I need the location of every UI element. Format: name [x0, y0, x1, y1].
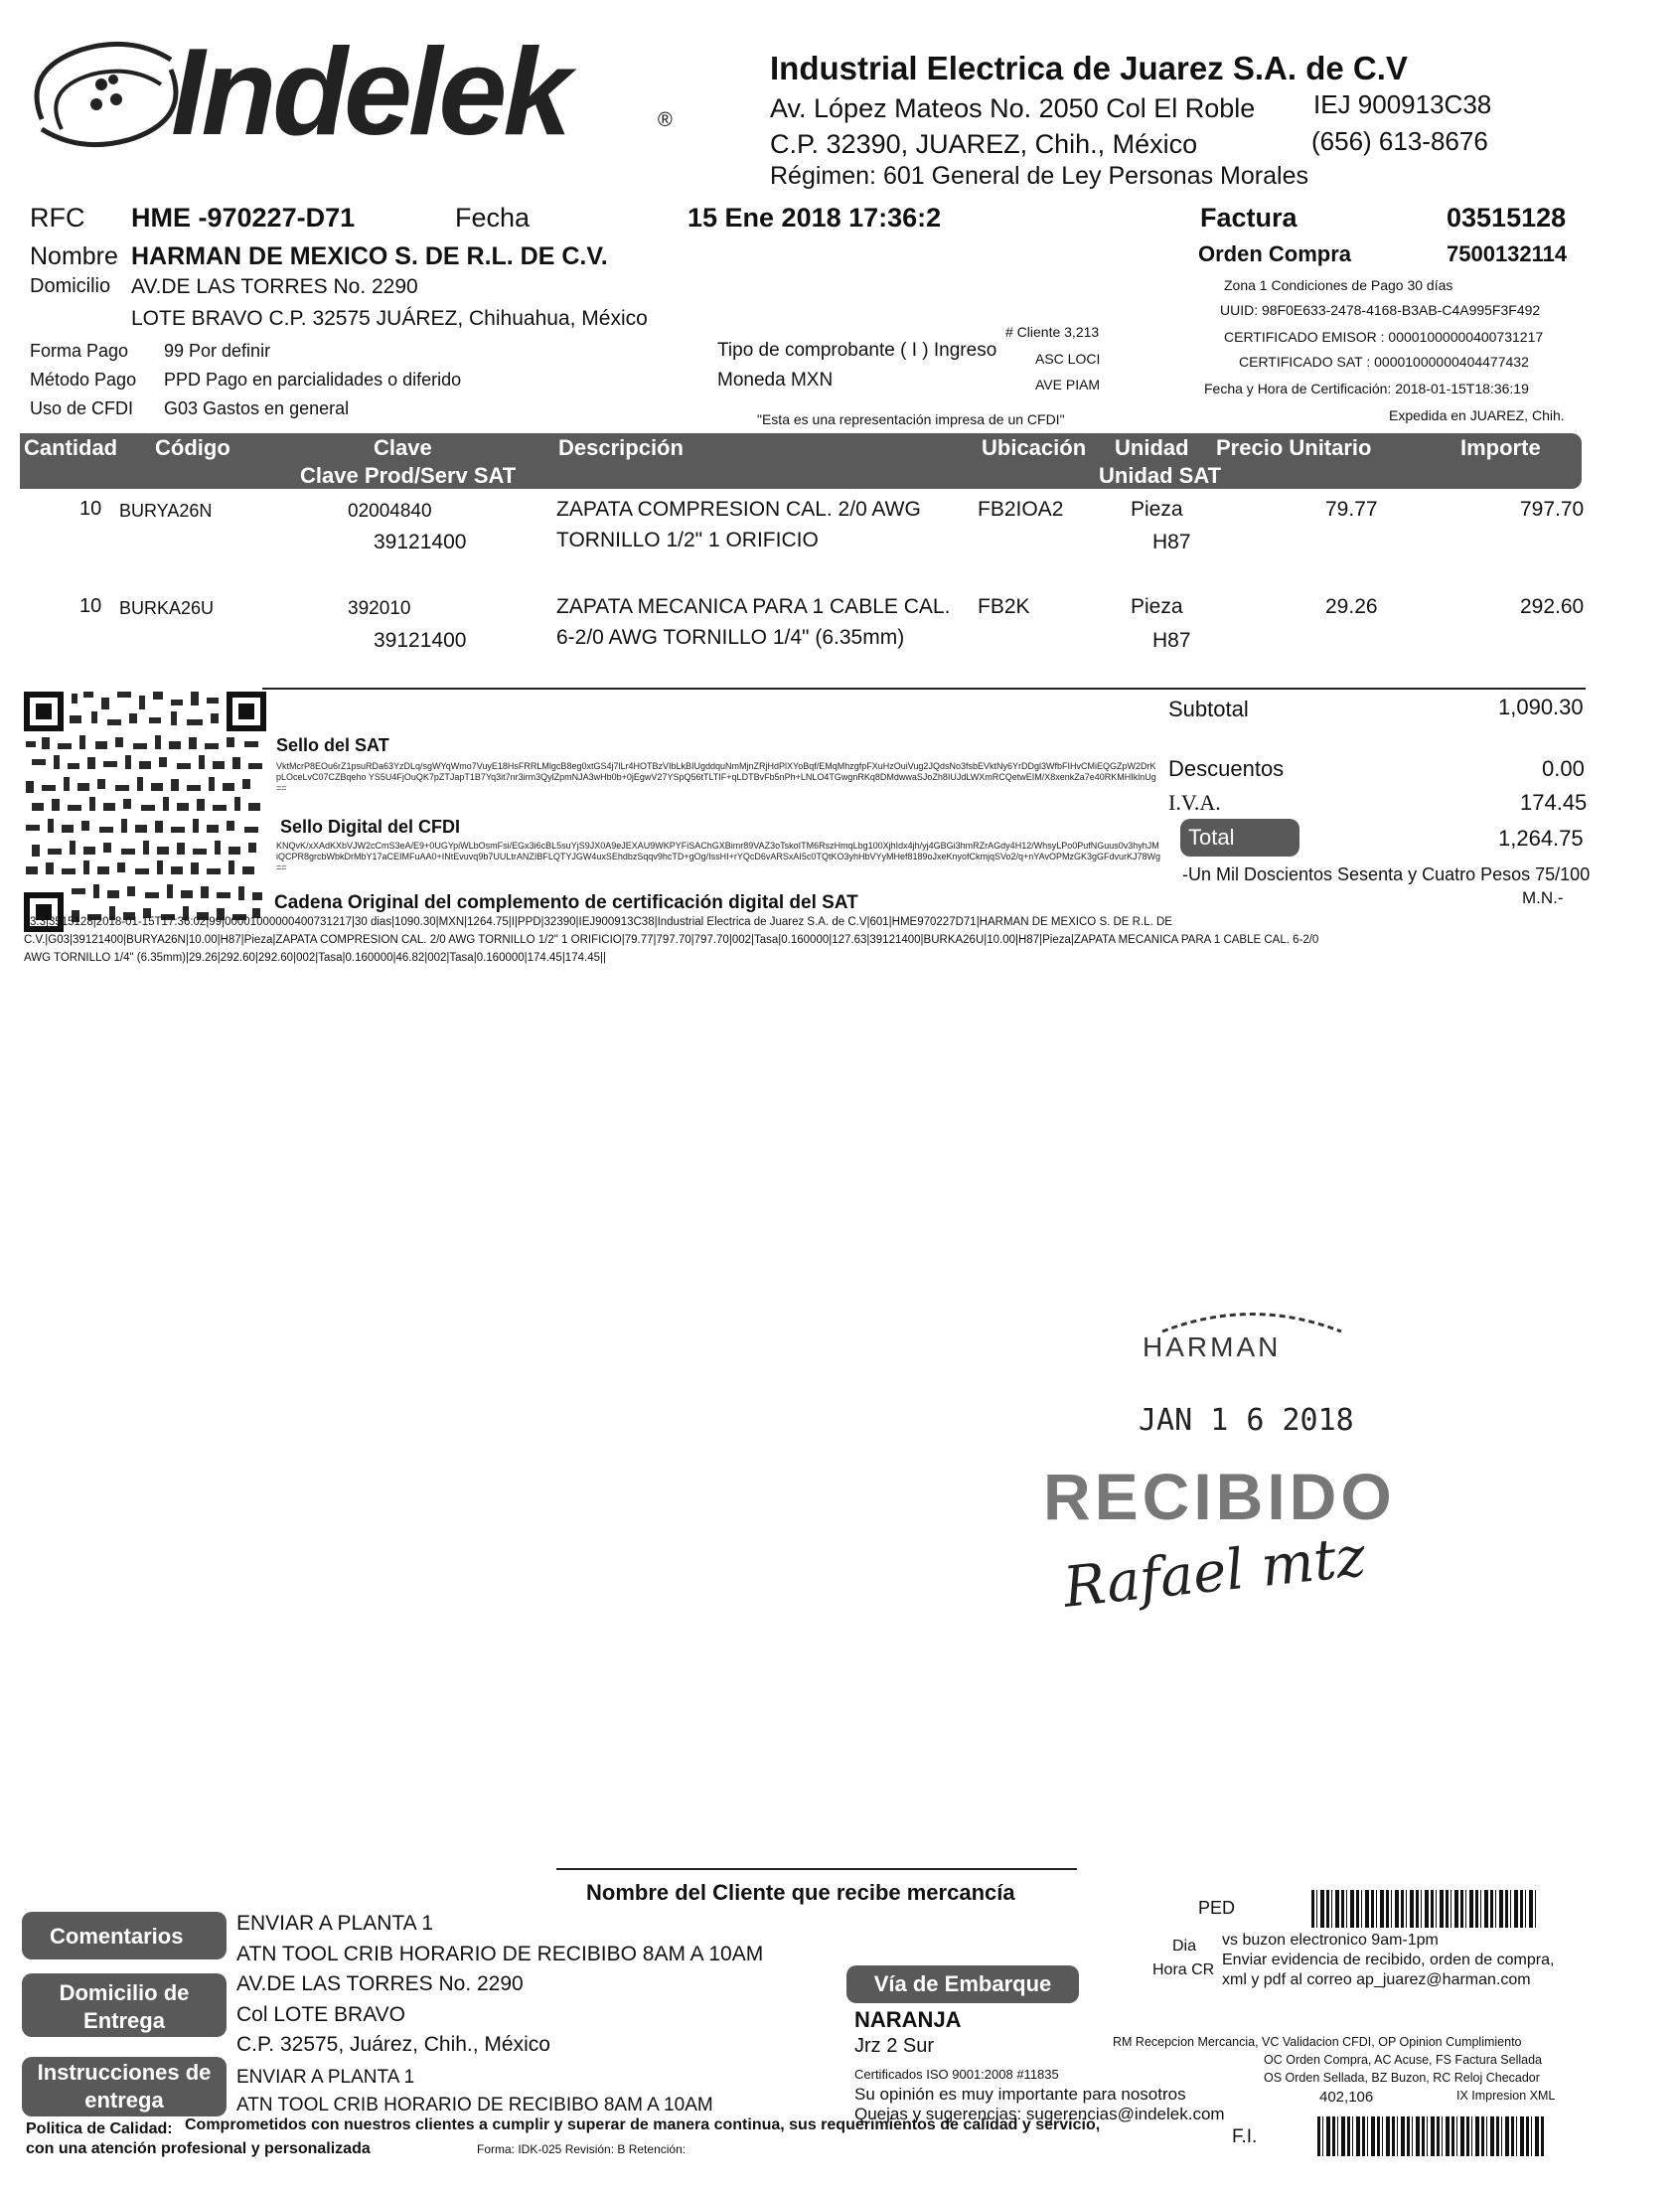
row-precio: 79.77	[1325, 498, 1378, 521]
stamp-status: RECIBIDO	[1043, 1460, 1396, 1533]
row-desc2: TORNILLO 1/2" 1 ORIFICIO	[556, 529, 819, 551]
evidencia-line2: xml y pdf al correo ap_juarez@harman.com	[1222, 1971, 1531, 1988]
row-clave: 392010	[348, 598, 411, 619]
row-unidad-sat: H87	[1152, 531, 1191, 553]
forma-pago-label: Forma Pago	[30, 341, 129, 361]
ref-number: 402,106	[1319, 2089, 1374, 2106]
recibido-stamp	[1033, 1292, 1411, 1630]
cadena-label: Cadena Original del complemento de certificación digital del SAT	[274, 892, 858, 913]
col-codigo: Código	[155, 435, 230, 460]
ave-piam: AVE PIAM	[1035, 377, 1101, 392]
signature-line	[556, 1868, 1077, 1870]
total-mn: M.N.-	[1522, 888, 1564, 907]
company-logo	[22, 24, 678, 179]
domicilio-label: Domicilio	[30, 275, 111, 297]
evidencia-line1: Enviar evidencia de recibido, orden de compra,	[1222, 1952, 1555, 1968]
sello-cfdi-text: KNQvK/xXAdKXbVJW2cCmS3eA/E9+0UGYpiWLbOsmFsi/EGx3i6cBL5suYjS9JX0A9eJEXAU9WKPYFiSAChGXBimr89VAZ3oTskoITM6RszHmqLbg100XjhIdx4jh/yj4GBGi3hmRZrAGdy4H12/WhsyLPo0PufNGuus0v3hyhJMiQCPR8grcbWbkDrMbY17aCEIMFuAA0+INtEvuvq9b7UULtrANZIBFLQTYJGW4uxSEhdbzSqqv9hcTD+gOg/IssHI+rYQcD6vARSxAI5c0TQtKO3yhHbVYyMHef8189oJxeKnyofCkmjqSVo2/q+nYAvOPMzGK3gGFdvurKJ78Wg==	[276, 841, 1160, 872]
row-clave: 02004840	[348, 501, 432, 522]
forma-pago-value: 99 Por definir	[164, 341, 271, 361]
row-clave-sat: 39121400	[374, 531, 467, 553]
col-unidad-sat: Unidad SAT	[1099, 463, 1222, 488]
barcode-top-icon	[1311, 1890, 1536, 1928]
dia-label: Dia	[1172, 1938, 1197, 1955]
cadena-line3: AWG TORNILLO 1/4" (6.35mm)|29.26|292.60|292.60|002|Tasa|0.160000|46.82|002|Tasa|0.160000|174.45|174.45||	[24, 952, 606, 964]
fi-label: F.I.	[1232, 2126, 1258, 2147]
descuentos-value: 0.00	[1542, 756, 1585, 781]
fecha-label: Fecha	[455, 203, 531, 233]
nombre-value: HARMAN DE MEXICO S. DE R.L. DE C.V.	[131, 242, 608, 270]
subtotal-label: Subtotal	[1168, 697, 1249, 721]
row-cantidad: 10	[79, 595, 102, 617]
comentarios-label: Comentarios	[50, 1924, 184, 1949]
total-label: Total	[1188, 825, 1235, 850]
buzon-text: vs buzon electronico 9am-1pm	[1222, 1932, 1439, 1949]
cliente-number: # Cliente 3,213	[1005, 324, 1100, 340]
total-value: 1,264.75	[1498, 826, 1584, 851]
stamp-date: JAN 1 6 2018	[1139, 1403, 1354, 1438]
orden-label: Orden Compra	[1198, 241, 1352, 266]
zona-condiciones: Zona 1 Condiciones de Pago 30 días	[1224, 277, 1453, 293]
iso-cert: Certificados ISO 9001:2008 #11835	[854, 2067, 1059, 2082]
domicilio-entrega-line3: C.P. 32575, Juárez, Chih., México	[236, 2033, 550, 2056]
instrucciones-pill	[22, 2057, 227, 2116]
domicilio-line2: LOTE BRAVO C.P. 32575 JUÁREZ, Chihuahua, México	[131, 307, 648, 330]
row-clave-sat: 39121400	[374, 629, 467, 652]
factura-label: Factura	[1200, 203, 1298, 233]
iva-label: I.V.A.	[1168, 790, 1221, 815]
rm-legend1: RM Recepcion Mercancia, VC Validacion CFDI, OP Opinion Cumplimiento	[1113, 2035, 1522, 2049]
asc-loci: ASC LOCI	[1035, 351, 1101, 367]
tipo-comprobante: Tipo de comprobante ( I ) Ingreso	[717, 340, 997, 361]
total-pill	[1180, 819, 1299, 857]
sello-sat-label: Sello del SAT	[276, 735, 389, 755]
politica-line2: con una atención profesional y personalizada	[26, 2140, 371, 2157]
col-ubicacion: Ubicación	[982, 435, 1087, 460]
row-ubicacion: FB2K	[978, 595, 1030, 618]
row-cantidad: 10	[79, 498, 102, 520]
rm-legend2: OC Orden Compra, AC Acuse, FS Factura Sellada	[1264, 2053, 1542, 2067]
politica-line1: Comprometidos con nuestros clientes a cumplir y superar de manera continua, sus requerimientos de calidad y servicio,	[185, 2116, 1101, 2133]
nombre-label: Nombre	[30, 242, 118, 270]
ix-impresion: IX Impresion XML	[1456, 2089, 1556, 2103]
forma-revision: Forma: IDK-025 Revisión: B Retención:	[477, 2142, 687, 2156]
row-unidad-sat: H87	[1152, 629, 1191, 652]
orden-value: 7500132114	[1447, 241, 1568, 266]
uso-cfdi-label: Uso de CFDI	[30, 398, 134, 418]
row-desc2: 6-2/0 AWG TORNILLO 1/4" (6.35mm)	[556, 626, 905, 649]
row-desc1: ZAPATA MECANICA PARA 1 CABLE CAL.	[556, 595, 951, 618]
row-ubicacion: FB2IOA2	[978, 498, 1064, 521]
representacion-impresa: "Esta es una representación impresa de un CFDI"	[757, 411, 1065, 427]
rm-legend3: OS Orden Sellada, BZ Buzon, RC Reloj Checador	[1264, 2071, 1540, 2085]
moneda: Moneda MXN	[717, 370, 834, 391]
quejas-text: Quejas y sugerencias: sugerencias@indelek.com	[854, 2105, 1225, 2123]
domicilio-entrega-line1: AV.DE LAS TORRES No. 2290	[236, 1972, 524, 1995]
instrucciones-label: Instrucciones de entrega	[37, 2060, 212, 2113]
issuer-phone: (656) 613-8676	[1311, 126, 1488, 156]
cert-emisor: CERTIFICADO EMISOR : 00001000000400731217	[1224, 329, 1544, 345]
logo-text: Indelek	[171, 24, 568, 161]
instrucciones-line2: ATN TOOL CRIB HORARIO DE RECIBIBO 8AM A 10AM	[236, 2095, 713, 2115]
row-desc1: ZAPATA COMPRESION CAL. 2/0 AWG	[556, 498, 921, 521]
cert-sat: CERTIFICADO SAT : 00001000000404477432	[1239, 354, 1529, 370]
cadena-line2: C.V.|G03|39121400|BURYA26N|10.00|H87|Pieza|ZAPATA COMPRESION CAL. 2/0 AWG TORNILLO 1/2" 1 ORIFICIO|79.77|797.70|797.70|002|Tasa|0.160000|127.63|39121400|BURKA26U|10.00|H87|Pieza|ZAPATA MECANICA PARA 1 CABLE CAL. 6-2/0	[24, 934, 1319, 946]
col-clave: Clave	[374, 435, 432, 460]
comentarios-pill	[22, 1912, 227, 1959]
col-descripcion: Descripción	[558, 435, 684, 460]
rfc-label: RFC	[30, 203, 85, 233]
registered-icon: ®	[658, 109, 673, 131]
cadena-line1: ||3.3|3515128|2018-01-15T17:36:02|99|00001000000400731217|30 dias|1090.30|MXN|1264.75|I|PPD|32390|IEJ900913C38|Industrial Electrica de Juarez S.A. de C.V|601|HME970227D71|HARMAN DE MEXICO S. DE R.L. DE	[24, 916, 1172, 928]
total-en-letra: -Un Mil Doscientos Sesenta y Cuatro Pesos 75/100	[1182, 864, 1591, 884]
factura-number: 03515128	[1447, 203, 1567, 233]
barcode-bottom-icon	[1317, 2116, 1544, 2156]
politica-label: Politica de Calidad:	[26, 2120, 173, 2137]
uso-cfdi-value: G03 Gastos en general	[164, 398, 350, 418]
col-unidad: Unidad	[1115, 435, 1189, 460]
domicilio-entrega-pill	[22, 1973, 227, 2037]
domicilio-entrega-line2: Col LOTE BRAVO	[236, 2003, 405, 2026]
col-cantidad: Cantidad	[24, 435, 118, 460]
comentarios-line1: ENVIAR A PLANTA 1	[236, 1912, 434, 1935]
row-codigo: BURKA26U	[119, 598, 215, 618]
subtotal-value: 1,090.30	[1498, 695, 1584, 719]
via-embarque-pill	[846, 1965, 1079, 2003]
issuer-regimen: Régimen: 601 General de Ley Personas Morales	[770, 162, 1308, 190]
stamp-signature: Rafael mtz	[1060, 1524, 1369, 1621]
row-precio: 29.26	[1325, 595, 1378, 618]
instrucciones-line1: ENVIAR A PLANTA 1	[236, 2067, 415, 2088]
via-embarque-label: Vía de Embarque	[873, 1971, 1052, 1996]
domicilio-line1: AV.DE LAS TORRES No. 2290	[131, 275, 418, 298]
stamp-brand: HARMAN	[1143, 1331, 1282, 1362]
domicilio-entrega-label: Domicilio de Entrega	[59, 1980, 190, 2033]
metodo-pago-value: PPD Pago en parcialidades o diferido	[164, 370, 462, 390]
divider	[262, 688, 1586, 690]
logo-swirl-icon	[22, 30, 191, 159]
sello-cfdi-label: Sello Digital del CFDI	[280, 817, 461, 837]
opinion-text: Su opinión es muy importante para nosotros	[854, 2085, 1186, 2104]
comentarios-line2: ATN TOOL CRIB HORARIO DE RECIBIBO 8AM A 10AM	[236, 1943, 764, 1965]
iva-value: 174.45	[1520, 790, 1588, 815]
uuid: UUID: 98F0E633-2478-4168-B3AB-C4A995F3F492	[1220, 302, 1541, 318]
qr-code-icon	[22, 690, 268, 934]
row-unidad: Pieza	[1131, 498, 1183, 521]
issuer-address2: C.P. 32390, JUAREZ, Chih., México	[770, 129, 1198, 159]
ped-label: PED	[1198, 1898, 1236, 1918]
row-codigo: BURYA26N	[119, 501, 213, 521]
sello-sat-text: VktMcrP8EOu6rZ1psuRDa63YzDLq/sgWYqWmo7VuyE18HsFRRLMlgcB8eg0xtGS4j7lLr4HOTBzVIbLkBIUgddquNmMjnZRjHdPlXYoBqf/EMqMhzgfpFXuHzOuiVug2JQdsNo3fsbEVktNy6YrDDgl3WfbFIHvCMiEQGZpW2DrKpLOceLvC07CZBqeho YS5U4FjOuQK7pZTJapT1B7Yq3it7nr3irm3QylZpmNJA3wHb0b+0jEgwV27YSpQ56tTLTIF+qLDTBvFb5nPh+LNLO4TGwgnRKq8DMdwwaSJoZh8IUJdLWXmRCQetwEIM/X8xenkZa7e40RKMHIklnUg==	[276, 761, 1156, 793]
col-precio: Precio Unitario	[1216, 435, 1372, 460]
rfc-value: HME -970227-D71	[131, 203, 356, 233]
metodo-pago-label: Método Pago	[30, 370, 137, 390]
via-embarque-sub: Jrz 2 Sur	[854, 2035, 935, 2057]
descuentos-label: Descuentos	[1168, 756, 1285, 781]
issuer-name: Industrial Electrica de Juarez S.A. de C.V	[770, 50, 1408, 86]
via-embarque-value: NARANJA	[854, 2007, 962, 2032]
fecha-certificacion: Fecha y Hora de Certificación: 2018-01-15T18:36:19	[1204, 381, 1529, 396]
col-clave-prod: Clave Prod/Serv SAT	[300, 463, 517, 488]
items-table-header	[20, 433, 1582, 489]
expedida-en: Expedida en JUAREZ, Chih.	[1389, 407, 1565, 423]
cliente-recibe-label: Nombre del Cliente que recibe mercancía	[586, 1880, 1015, 1905]
row-importe: 292.60	[1520, 595, 1585, 618]
row-importe: 797.70	[1520, 498, 1585, 521]
hora-label: Hora CR	[1152, 1961, 1215, 1978]
fecha-value: 15 Ene 2018 17:36:2	[687, 203, 942, 233]
issuer-rfc: IEJ 900913C38	[1313, 89, 1492, 119]
issuer-address1: Av. López Mateos No. 2050 Col El Roble	[770, 93, 1256, 123]
row-unidad: Pieza	[1131, 595, 1183, 618]
col-importe: Importe	[1460, 435, 1541, 460]
